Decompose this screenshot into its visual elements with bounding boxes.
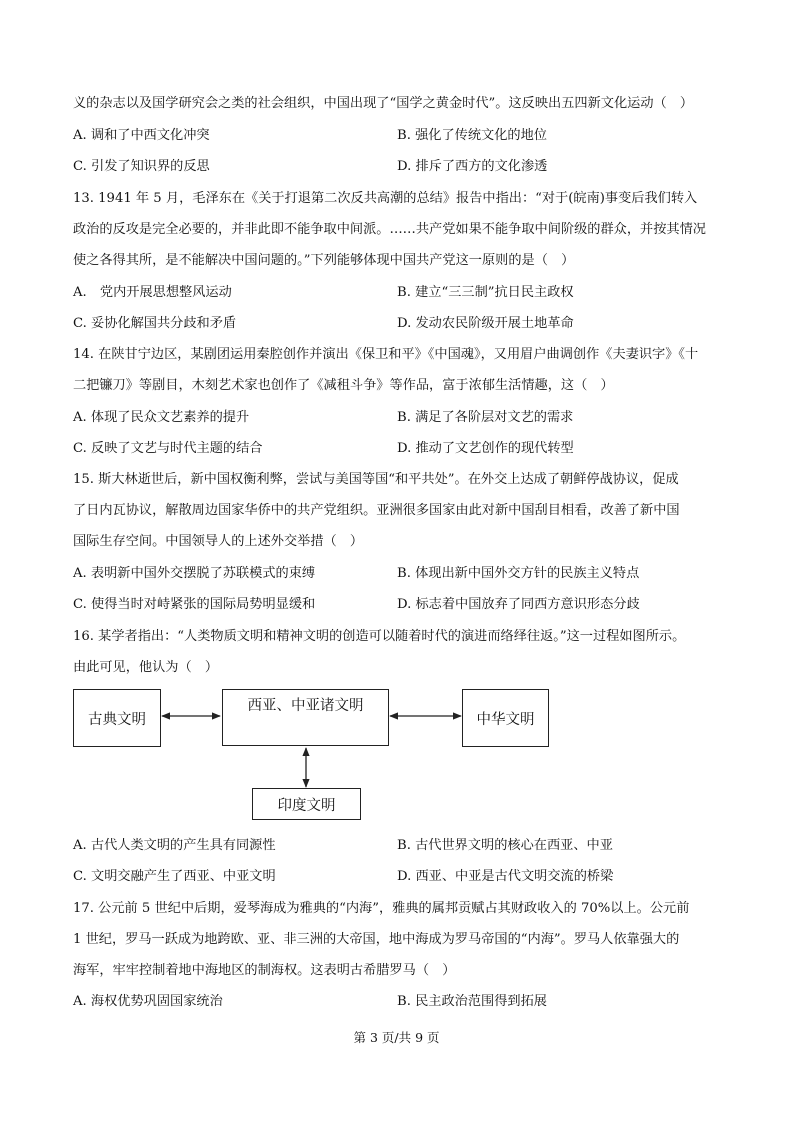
q12-option-d: D. 排斥了西方的文化渗透 [397, 159, 548, 174]
q13-stem-line-2: 政治的反攻是完全必要的，并非此即不能争取中间派。……共产党如果不能争取中间阶级的群众，并按其情况 [73, 222, 706, 237]
q16-stem-line-1: 16. 某学者指出：“人类物质文明和精神文明的创造可以随着时代的演进而络绎往返。”这一过程如图所示。 [73, 629, 686, 644]
q17-stem-line-2: 1 世纪，罗马一跃成为地跨欧、亚、非三洲的大帝国，地中海成为罗马帝国的“内海”。罗马人依靠强大的 [73, 932, 680, 947]
box-west-central-asia-label: 西亚、中亚诸文明 [247, 698, 364, 714]
q14-option-d: D. 推动了文艺创作的现代转型 [397, 441, 574, 456]
q12-stem-tail: 义的杂志以及国学研究会之类的社会组织，中国出现了“国学之黄金时代”。这反映出五四新文化运动（ ） [73, 96, 694, 111]
page-footer: 第 3 页/共 9 页 [353, 1030, 440, 1045]
q12-option-a: A. 调和了中西文化冲突 [73, 128, 210, 143]
q14-option-b: B. 满足了各阶层对文艺的需求 [397, 410, 574, 425]
q13-option-a: A. 党内开展思想整风运动 [73, 285, 232, 300]
q16-option-b: B. 古代世界文明的核心在西亚、中亚 [397, 838, 613, 853]
box-indian-label: 印度文明 [277, 797, 336, 814]
q14-option-c: C. 反映了文艺与时代主题的结合 [73, 441, 263, 456]
q14-option-a: A. 体现了民众文艺素养的提升 [73, 410, 250, 425]
q13-option-c: C. 妥协化解国共分歧和矛盾 [73, 316, 237, 331]
q15-option-a: A. 表明新中国外交摆脱了苏联模式的束缚 [73, 566, 316, 581]
q12-option-b: B. 强化了传统文化的地位 [397, 128, 547, 143]
q17-stem-line-1: 17. 公元前 5 世纪中后期，爱琴海成为雅典的“内海”，雅典的属邦贡赋占其财政收入的 70%以上。公元前 [73, 901, 690, 916]
q15-stem-line-1: 15. 斯大林逝世后，新中国权衡利弊，尝试与美国等国“和平共处”。在外交上达成了朝鲜停战协议，促成 [73, 472, 679, 487]
q13-option-d: D. 发动农民阶级开展土地革命 [397, 316, 574, 331]
q17-stem-line-3: 海军，牢牢控制着地中海地区的制海权。这表明古希腊罗马（ ） [73, 963, 456, 978]
box-indian-civilization [252, 788, 361, 820]
q13-stem-line-3: 使之各得其所，是不能解决中国问题的。”下列能够体现中国共产党这一原则的是（ ） [73, 253, 575, 268]
q15-option-b: B. 体现出新中国外交方针的民族主义特点 [397, 566, 640, 581]
q15-option-c: C. 使得当时对峙紧张的国际局势明显缓和 [73, 597, 316, 612]
box-classical-label: 古典文明 [88, 711, 146, 728]
q12-option-c: C. 引发了知识界的反思 [73, 159, 210, 174]
q16-option-d: D. 西亚、中亚是古代文明交流的桥梁 [397, 869, 614, 884]
q16-option-c: C. 文明交融产生了西亚、中亚文明 [73, 869, 276, 884]
q16-stem-line-2: 由此可见，他认为（ ） [73, 660, 219, 675]
q15-option-d: D. 标志着中国放弃了同西方意识形态分歧 [397, 597, 640, 612]
box-chinese-civilization [462, 689, 549, 747]
q16-option-a: A. 古代人类文明的产生具有同源性 [73, 838, 276, 853]
box-west-central-asia [222, 689, 389, 746]
q17-option-a: A. 海权优势巩固国家统治 [73, 994, 223, 1009]
q14-stem-line-2: 二把镰刀》等剧目，木刻艺术家也创作了《减租斗争》等作品，富于浓郁生活情趣，这（ ） [73, 378, 614, 393]
box-classical-civilization [73, 689, 161, 747]
box-chinese-label: 中华文明 [476, 711, 535, 728]
q17-option-b: B. 民主政治范围得到拓展 [397, 994, 547, 1009]
q13-stem-line-1: 13. 1941 年 5 月，毛泽东在《关于打退第二次反共高潮的总结》报告中指出：“对于(皖南)事变后我们转入 [73, 191, 698, 206]
q13-option-b: B. 建立“三三制”抗日民主政权 [397, 285, 574, 300]
q15-stem-line-3: 国际生存空间。中国领导人的上述外交举措（ ） [73, 534, 364, 549]
q14-stem-line-1: 14. 在陕甘宁边区，某剧团运用秦腔创作并演出《保卫和平》《中国魂》，又用眉户曲调创作《夫妻识字》《十 [73, 347, 699, 362]
q15-stem-line-2: 了日内瓦协议，解散周边国家华侨中的共产党组织。亚洲很多国家由此对新中国刮目相看，改善了新中国 [73, 503, 680, 518]
